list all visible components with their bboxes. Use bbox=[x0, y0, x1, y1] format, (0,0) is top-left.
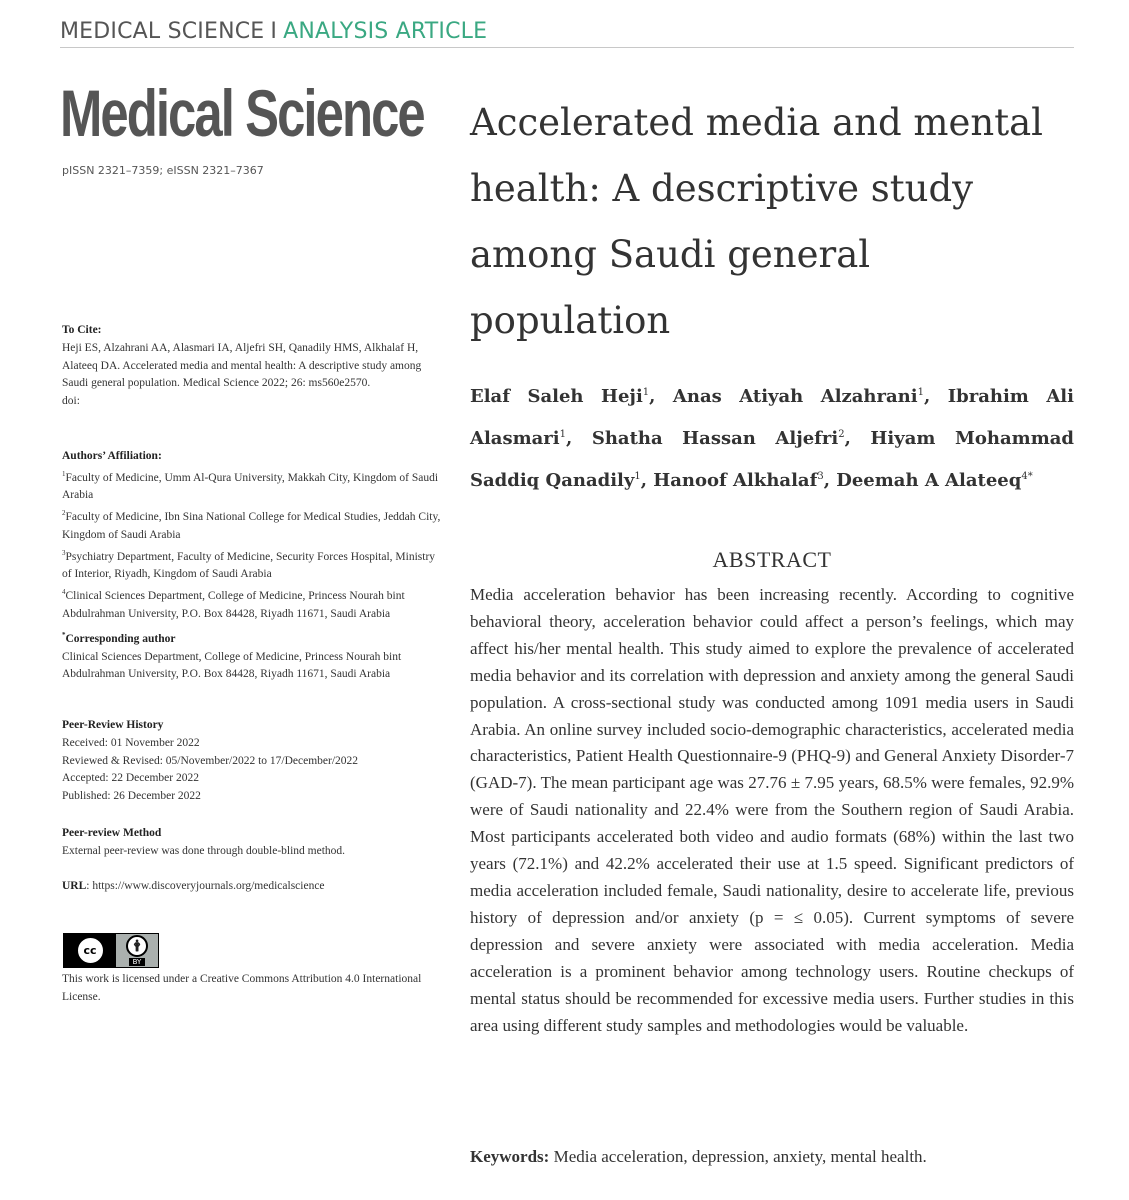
received-date: Received: 01 November 2022 bbox=[62, 736, 200, 749]
peer-review-method-heading: Peer-review Method bbox=[62, 827, 162, 839]
corresponding-author-block bbox=[62, 627, 442, 684]
keywords-text: Media acceleration, depression, anxiety, mental health. bbox=[549, 1147, 927, 1166]
author-name: Ibrahim Ali Alasmari bbox=[470, 386, 1074, 449]
cite-text: Heji ES, Alzahrani AA, Alasmari IA, Aljefri SH, Qanadily HMS, Alkhalaf H, Alateeq DA. Accelerated media and mental health: A descriptive study among Saudi general population. Medical Science 2022; 26: ms560e2570. bbox=[62, 341, 422, 390]
corresponding-text: Clinical Sciences Department, College of Medicine, Princess Nourah bint Abdulrahman University, P.O. Box 84428, Riyadh 11671, Saudi Arabia bbox=[62, 650, 402, 681]
cite-doi: doi: bbox=[62, 395, 80, 408]
author-list: Elaf Saleh Heji$^1$, Anas Atiyah Alzahrani$^1$, Ibrahim Ali Alasmari$^1$, Shatha Hassan Aljefri$^2$, Hiyam Mohammad Saddiq Qanadily$^1$, Hanoof Alkhalaf$^3$, Deemah A Alateeq$^{4*}$ bbox=[470, 386, 1074, 491]
url-line bbox=[62, 878, 442, 896]
cite-heading: To Cite: bbox=[62, 324, 102, 336]
citation-block bbox=[62, 322, 442, 411]
author-name: Elaf Saleh Heji bbox=[470, 386, 643, 407]
article-type: ANALYSIS ARTICLE bbox=[283, 19, 488, 44]
peer-review-history-heading: Peer-Review History bbox=[62, 719, 164, 731]
affiliation-item: $^4$Clinical Sciences Department, College of Medicine, Princess Nourah bint Abdulrahman University, P.O. Box 84428, Riyadh 11671, Saudi Arabia bbox=[62, 588, 405, 620]
revised-date: Reviewed & Revised: 05/November/2022 to 17/December/2022 bbox=[62, 754, 359, 767]
article-title: Accelerated media and mental health: A descriptive study among Saudi general population bbox=[470, 101, 1043, 342]
affiliation-block bbox=[62, 448, 442, 623]
header-rule bbox=[60, 47, 1074, 48]
affiliation-item: $^3$Psychiatry Department, Faculty of Medicine, Security Forces Hospital, Ministry of Interior, Riyadh, Kingdom of Saudi Arabia bbox=[62, 548, 436, 581]
header-separator: I bbox=[270, 19, 278, 44]
affiliation-item: $^1$Faculty of Medicine, Umm Al-Qura University, Makkah City, Kingdom of Saudi Arabia bbox=[62, 469, 439, 502]
keywords-label: Keywords: bbox=[470, 1147, 550, 1166]
url-label: URL bbox=[62, 880, 87, 892]
issn: pISSN 2321–7359; eISSN 2321–7367 bbox=[62, 164, 264, 177]
author-name: Deemah A Alateeq bbox=[836, 470, 1022, 491]
journal-section-header bbox=[60, 19, 487, 44]
affiliation-heading: Authors’ Affiliation: bbox=[62, 450, 162, 462]
url-link[interactable]: : https://www.discoveryjournals.org/medicalscience bbox=[86, 880, 325, 892]
by-label: BY bbox=[129, 958, 146, 966]
peer-review-method-text: External peer-review was done through double-blind method. bbox=[62, 844, 346, 857]
license-text: This work is licensed under a Creative Commons Attribution 4.0 International License. bbox=[62, 973, 422, 1003]
corresponding-heading: *Corresponding author bbox=[62, 631, 176, 645]
journal-name: MEDICAL SCIENCE bbox=[60, 19, 265, 44]
abstract-text: Media acceleration behavior has been increasing recently. According to cognitive behavioral theory, acceleration behavior could affect a person’s feelings, which may affect his/her mental health. This study aimed to explore the prevalence of accelerated media behavior and its correlation with depression and anxiety among the general Saudi population. A cross-sectional study was conducted among 1091 media users in Saudi Arabia. An online survey included socio-demographic characteristics, accelerated media characteristics, Patient Health Questionnaire-9 (PHQ-9) and General Anxiety Disorder-7 (GAD-7). The mean participant age was 27.76 ± 7.95 years, 68.5% were females, 92.9% were of Saudi nationality and 22.4% were from the Southern region of Saudi Arabia. Most participants accelerated both video and audio formats (68%) within the last two years (72.1%) and 42.2% accelerated their use at 1.5 speed. Significant predictors of media acceleration included female, Saudi nationality, desire to accelerate life, previous history of depression and/or anxiety (p = ≤ 0.05). Current symptoms of severe depression and severe anxiety were associated with media acceleration. Media acceleration is a prominent behavior among technology users. Routine checkups of mental status should be recommended for excessive media users. Further studies in this area using different study samples and methodologies would be valuable. bbox=[470, 585, 1074, 1035]
author-name: Shatha Hassan Aljefri bbox=[591, 428, 839, 449]
abstract-heading: ABSTRACT bbox=[712, 547, 832, 572]
journal-logo: Medical Science bbox=[60, 76, 424, 150]
affiliation-item: $^2$Faculty of Medicine, Ibn Sina National College for Medical Studies, Jeddah City, Kingdom of Saudi Arabia bbox=[62, 509, 441, 541]
attribution-person-icon: 🛉 bbox=[126, 935, 148, 957]
cc-icon: cc bbox=[78, 938, 103, 963]
author-name: Hanoof Alkhalaf bbox=[653, 470, 818, 491]
peer-review-history bbox=[62, 717, 442, 806]
author-name: Hiyam Mohammad Saddiq Qanadily bbox=[470, 428, 1074, 491]
keywords bbox=[470, 1147, 1074, 1167]
published-date: Published: 26 December 2022 bbox=[62, 790, 201, 803]
cc-by-license-badge[interactable] bbox=[63, 933, 159, 968]
peer-review-method bbox=[62, 825, 442, 861]
author-name: Anas Atiyah Alzahrani bbox=[672, 386, 918, 407]
accepted-date: Accepted: 22 December 2022 bbox=[62, 772, 199, 785]
